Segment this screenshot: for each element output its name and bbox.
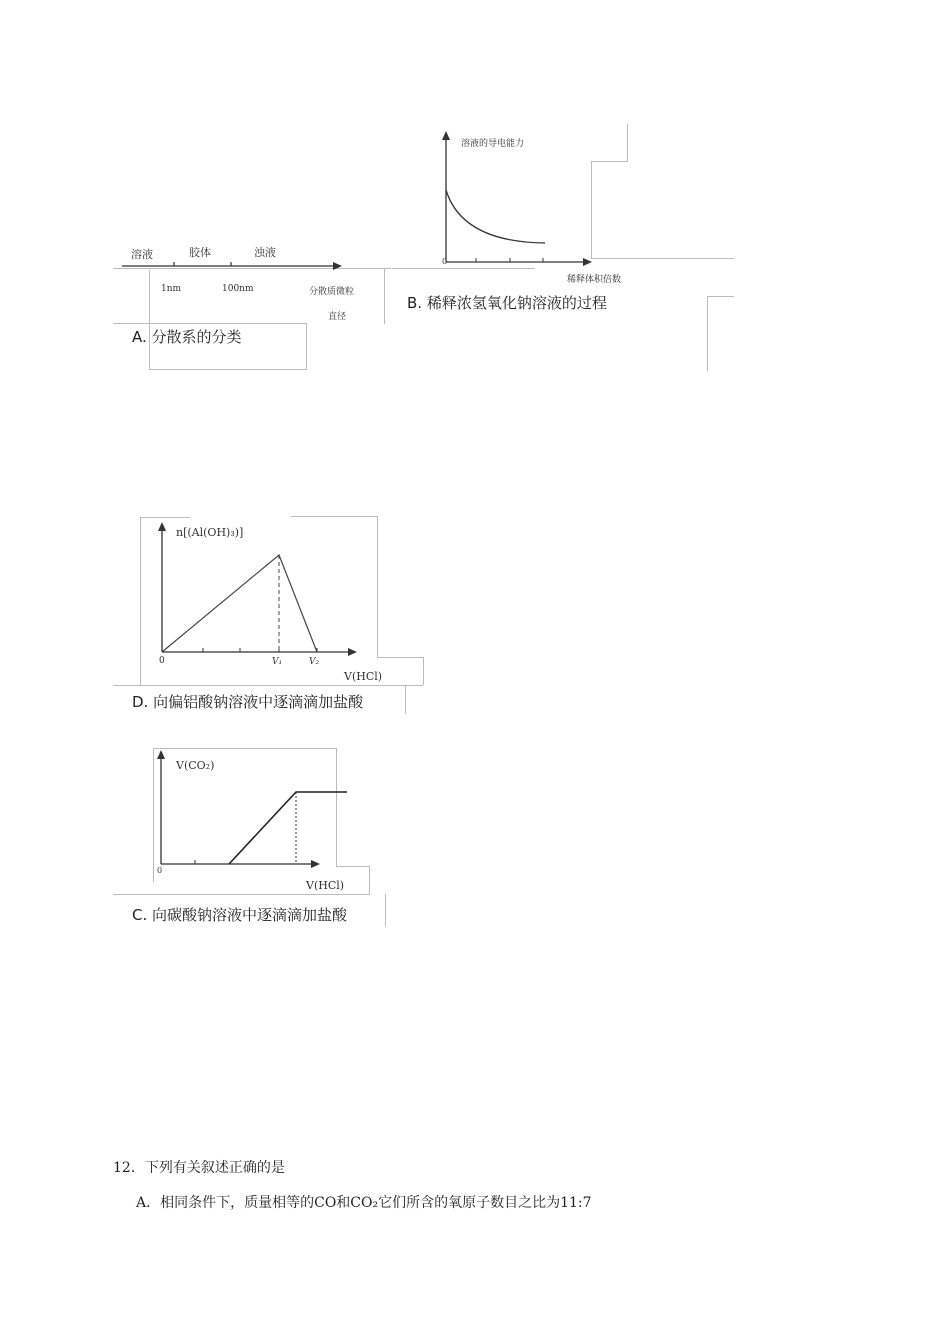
c-ylabel: V(CO₂) [176,759,215,772]
tick-100nm: 100nm [222,284,254,294]
d-ylabel: n[(Al(OH)₃)] [176,526,244,539]
label-solution: 溶液 [131,248,153,261]
c-xlabel: V(HCl) [306,879,345,892]
c-origin: 0 [157,866,163,875]
d-xlabel: V(HCl) [344,670,383,683]
caption-d: D. 向偏铝酸钠溶液中逐滴滴加盐酸 [132,693,364,711]
d-v1: V₁ [272,657,283,667]
b-xlabel: 稀释体积倍数 [567,275,622,285]
caption-c: C. 向碳酸钠溶液中逐滴滴加盐酸 [132,906,348,924]
question-stem: 12．下列有关叙述正确的是 [113,1160,285,1176]
tick-1nm: 1nm [161,284,182,294]
b-ylabel: 溶液的导电能力 [461,139,525,149]
label-suspension: 浊液 [254,246,276,259]
axis-label-particle: 分散质微粒 [309,287,355,297]
option-a: A．相同条件下，质量相等的CO和CO₂它们所含的氧原子数目之比为11:7 [136,1195,592,1211]
label-colloid: 胶体 [189,246,211,259]
co2-curve [229,792,347,864]
d-origin: 0 [159,656,165,666]
d-v2: V₂ [309,657,320,667]
caption-a: A. 分散系的分类 [132,328,242,346]
b-origin: 0 [442,257,448,266]
caption-b: B. 稀释浓氢氧化钠溶液的过程 [407,294,607,312]
axis-label-diameter: 直径 [328,312,347,322]
